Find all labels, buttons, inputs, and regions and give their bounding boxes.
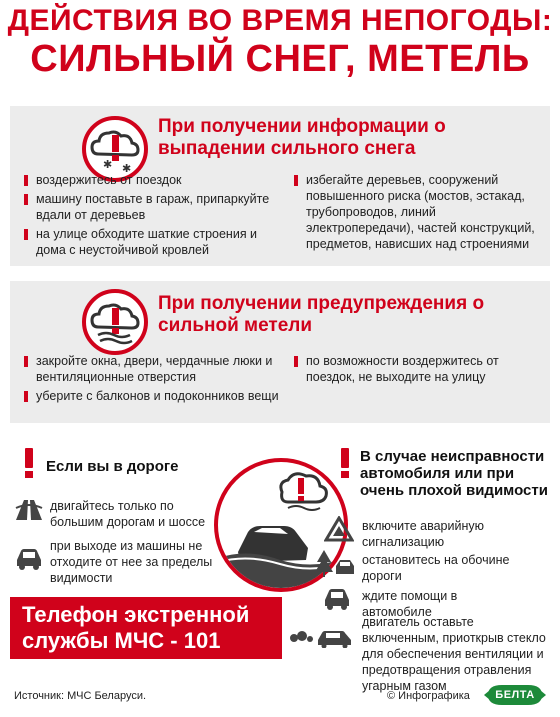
road-heading: Если вы в дороге xyxy=(46,458,179,475)
blizzard-warning-heading: При получении предупреждения о сильной метели xyxy=(158,293,485,336)
breakdown-item: двигатель оставьте включенным, приоткрыв стекло для обеспечения вентиляции и предотвращения отравления угарным газом xyxy=(362,615,546,693)
list-item: машину поставьте в гараж, припаркуйте вдали от деревьев xyxy=(24,191,286,223)
list-item: по возможности воздержитесь от поездок, не выходите на улицу xyxy=(294,353,544,385)
source-note: Источник: МЧС Беларуси. xyxy=(14,690,147,702)
list-item: избегайте деревьев, сооружений повышенного риска (мостов, эстакад, трубопроводов, линий электропередачи), частей конструкций, предметов, нависших над строениями xyxy=(294,172,544,252)
car-icon xyxy=(14,546,44,570)
exclamation-icon xyxy=(340,448,350,478)
trees-roadside-icon xyxy=(316,548,356,578)
title-line-1: ДЕЙСТВИЯ ВО ВРЕМЯ НЕПОГОДЫ: xyxy=(7,4,553,37)
list-item: закройте окна, двери, чердачные люки и вентиляционные отверстия xyxy=(24,353,286,385)
road-icon xyxy=(14,496,44,522)
snow-info-panel xyxy=(10,106,550,266)
emergency-phone-banner xyxy=(10,597,282,659)
emergency-line-2: службы МЧС - 101 xyxy=(22,628,221,653)
cloud-blizzard-warning-icon xyxy=(82,289,148,355)
list-item: на улице обходите шаткие строения и дома с неустойчивой кровлей xyxy=(24,226,286,258)
breakdown-heading: В случае неисправности автомобиля или при очень плохой видимости xyxy=(360,448,548,499)
breakdown-item: включите аварийную сигнализацию xyxy=(362,519,484,549)
belta-logo xyxy=(482,682,548,708)
snow-info-heading: При получении информации о выпадении сильного снега xyxy=(158,116,446,159)
warning-triangle-icon xyxy=(324,516,354,542)
page-title xyxy=(0,6,560,78)
road-item: при выходе из машины не отходите от нее за пределы видимости xyxy=(50,539,213,585)
breakdown-item: остановитесь на обочине дороги xyxy=(362,553,510,583)
snow-left-list xyxy=(24,172,286,261)
emergency-line-1: Телефон экстренной xyxy=(22,602,250,627)
title-line-2: СИЛЬНЫЙ СНЕГ, МЕТЕЛЬ xyxy=(30,38,530,80)
car-exhaust-icon xyxy=(288,626,354,648)
snow-right-list xyxy=(294,172,544,255)
svg-text:✱: ✱ xyxy=(103,158,113,171)
list-item: воздержитесь от поездок xyxy=(24,172,286,188)
list-item: уберите с балконов и подоконников вещи xyxy=(24,388,286,404)
blizzard-left-list xyxy=(24,353,286,407)
blizzard-right-list xyxy=(294,353,544,388)
blizzard-warning-panel xyxy=(10,281,550,423)
road-item: двигайтесь только по большим дорогам и шоссе xyxy=(50,499,206,529)
credit-note: © Инфографика xyxy=(387,690,470,702)
breakdown-item: ждите помощи в автомобиле xyxy=(362,589,458,619)
logo-text: БЕЛТА xyxy=(495,689,535,701)
car-front-icon xyxy=(322,586,352,610)
exclamation-icon xyxy=(24,448,34,478)
svg-text:✱: ✱ xyxy=(122,162,132,175)
